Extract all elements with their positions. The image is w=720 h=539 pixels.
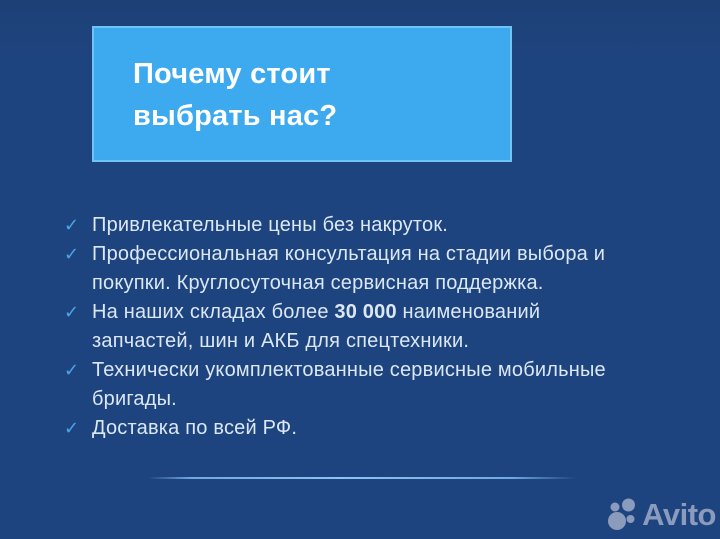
check-icon: ✓: [64, 244, 80, 264]
divider-line: [148, 477, 576, 479]
avito-watermark: [601, 493, 716, 537]
list-item: [64, 298, 652, 356]
highlight-number: 30 000: [334, 301, 397, 323]
list-item-text: [92, 211, 448, 240]
page-title-line1: Почему стоит: [133, 58, 331, 90]
list-item-text: [92, 414, 297, 443]
benefits-list: [64, 211, 652, 443]
list-item-line: запчастей, шин и АКБ для спецтехники.: [92, 330, 470, 352]
list-item: [64, 240, 652, 298]
list-item: [64, 356, 652, 414]
page-title: [133, 53, 510, 137]
list-item-text: [92, 356, 606, 414]
list-item-line: покупки. Круглосуточная сервисная поддержка.: [92, 272, 544, 294]
check-icon: ✓: [64, 215, 80, 235]
list-item: [64, 211, 652, 240]
check-icon: ✓: [64, 302, 80, 322]
list-item-line: Технически укомплектованные сервисные мобильные: [92, 359, 606, 381]
list-item-line: бригады.: [92, 388, 177, 410]
page-title-line2: выбрать нас?: [133, 100, 338, 132]
avito-wordmark: Avito: [642, 497, 716, 532]
list-item-line: На наших складах более 30 000 наименований: [92, 301, 541, 323]
list-item-line: Доставка по всей РФ.: [92, 417, 298, 439]
avito-logo-icon: [601, 496, 639, 534]
check-icon: ✓: [64, 360, 80, 380]
header-box: [92, 26, 512, 162]
list-item-line: Привлекательные цены без накруток.: [92, 214, 449, 236]
list-item-text: [92, 298, 540, 356]
check-icon: ✓: [64, 418, 80, 438]
list-item: [64, 414, 652, 443]
list-item-text: [92, 240, 605, 298]
list-item-line: Профессиональная консультация на стадии выбора и: [92, 243, 606, 265]
